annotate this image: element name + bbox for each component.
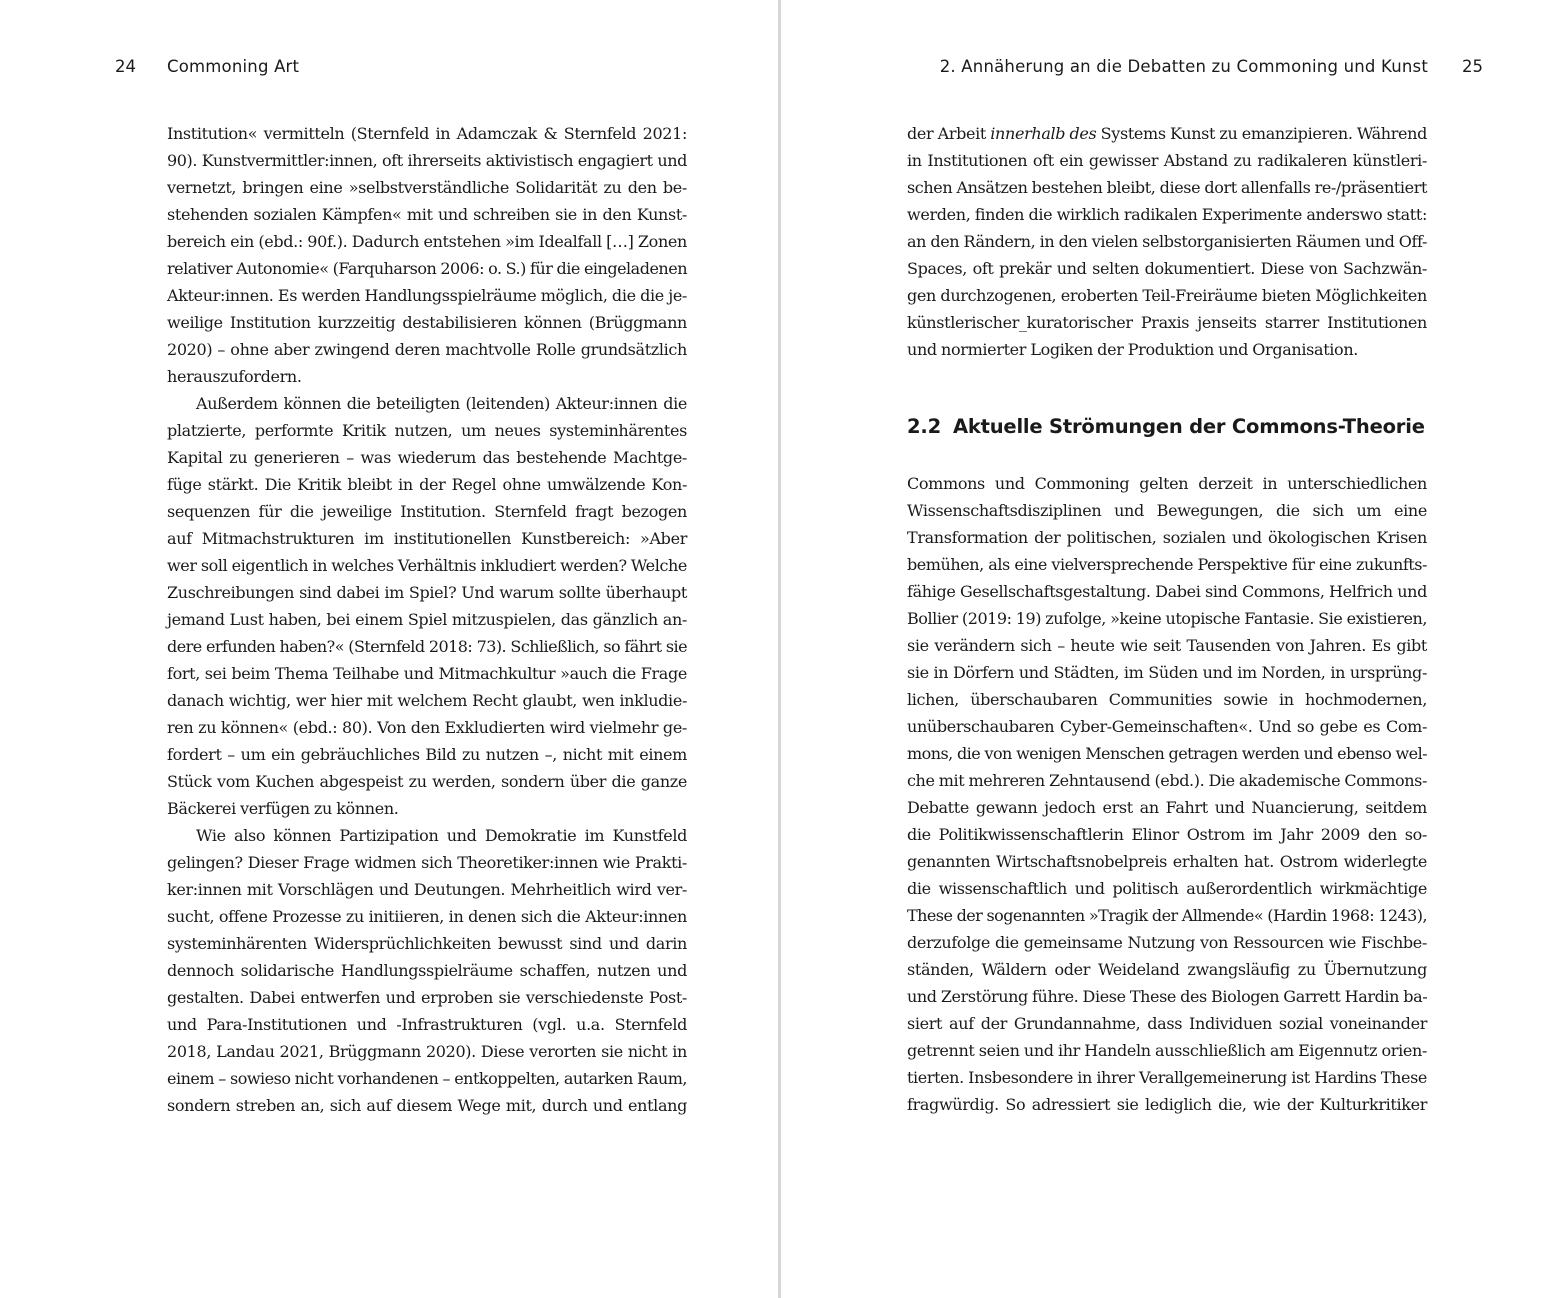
text-line: wer soll eigentlich in welches Verhältnis inkludiert werden? Welche <box>167 556 687 575</box>
text-line: lichen, überschaubaren Communities sowie in hochmodernen, <box>907 690 1427 709</box>
left-body-text <box>167 120 687 1119</box>
text-line: vernetzt, bringen eine »selbstverständliche Solidarität zu den be- <box>167 178 687 197</box>
text-line: sondern streben an, sich auf diesem Wege mit, durch und entlang <box>167 1096 687 1115</box>
text-line: gen durchzogenen, eroberten Teil-Freiräume bieten Möglichkeiten <box>907 286 1427 305</box>
text-line: fragwürdig. So adressiert sie lediglich die, wie der Kulturkritiker <box>907 1095 1427 1114</box>
text-line: einem – sowieso nicht vorhandenen – entkoppelten, autarken Raum, <box>167 1069 687 1088</box>
text-line: Stück vom Kuchen abgespeist zu werden, sondern über die ganze <box>167 772 687 791</box>
section-number: 2.2 <box>907 415 941 438</box>
text-line: ren zu können« (ebd.: 80). Von den Exkludierten wird vielmehr ge- <box>167 718 687 737</box>
right-running-head: 2. Annäherung an die Debatten zu Commoning und Kunst <box>939 57 1428 76</box>
text-line: Akteur:innen. Es werden Handlungsspielräume möglich, die die je- <box>167 286 687 305</box>
left-running-head: Commoning Art <box>167 57 300 76</box>
text-line: die wissenschaftlich und politisch außerordentlich wirkmächtige <box>907 879 1427 898</box>
text-line: füge stärkt. Die Kritik bleibt in der Regel ohne umwälzende Kon- <box>167 475 687 494</box>
text-line: gelingen? Dieser Frage widmen sich Theoretiker:innen wie Prakti- <box>167 853 687 872</box>
text-line: These der sogenannten »Tragik der Allmende« (Hardin 1968: 1243), <box>907 906 1427 925</box>
text-line: sucht, offene Prozesse zu initiieren, in denen sich die Akteur:innen <box>167 907 687 926</box>
text-line: und Zerstörung führe. Diese These des Biologen Garrett Hardin ba- <box>907 987 1428 1006</box>
text-line: danach wichtig, wer hier mit welchem Recht glaubt, wen inkludie- <box>167 691 687 710</box>
text-line: sequenzen für die jeweilige Institution. Sternfeld fragt bezogen <box>167 502 687 521</box>
text-line: gestalten. Dabei entwerfen und erproben sie verschiedenste Post- <box>167 988 687 1007</box>
text-line: jemand Lust haben, bei einem Spiel mitzuspielen, das gänzlich an- <box>167 610 687 629</box>
text-line: derzufolge die gemeinsame Nutzung von Ressourcen wie Fischbe- <box>907 933 1427 952</box>
text-line: stehenden sozialen Kämpfen« mit und schreiben sie in den Kunst- <box>167 205 687 224</box>
section-heading <box>907 412 1425 442</box>
right-body-text-top <box>907 120 1427 363</box>
text-line: die Politikwissenschaftlerin Elinor Ostrom im Jahr 2009 den so- <box>907 825 1427 844</box>
text-line: 2018, Landau 2021, Brüggmann 2020). Diese verorten sie nicht in <box>167 1042 687 1061</box>
text-line: Transformation der politischen, sozialen und ökologischen Krisen <box>907 528 1427 547</box>
text-line: werden, finden die wirklich radikalen Experimente anderswo statt: <box>907 205 1427 224</box>
page-gutter <box>778 0 781 1298</box>
text-line: herauszufordern. <box>167 367 302 386</box>
text-line: Bollier (2019: 19) zufolge, »keine utopische Fantasie. Sie existieren, <box>907 609 1427 628</box>
text-line: siert auf der Grundannahme, dass Individuen sozial voneinander <box>907 1014 1427 1033</box>
text-line: fordert – um ein gebräuchliches Bild zu nutzen –, nicht mit einem <box>167 745 687 764</box>
emphasis: innerhalb des <box>990 124 1097 143</box>
text-line: Institution« vermitteln (Sternfeld in Adamczak & Sternfeld 2021: <box>167 124 687 143</box>
text-line: weilige Institution kurzzeitig destabilisieren können (Brüggmann <box>167 313 687 332</box>
text-line: und normierter Logiken der Produktion und Organisation. <box>907 340 1359 359</box>
text-line: che mit mehreren Zehntausend (ebd.). Die akademische Commons- <box>907 771 1427 790</box>
text-line: dennoch solidarische Handlungsspielräume schaffen, nutzen und <box>167 961 687 980</box>
text-line: Debatte gewann jedoch erst an Fahrt und Nuancierung, seitdem <box>907 798 1427 817</box>
text-line: unüberschaubaren Cyber-Gemeinschaften«. Und so gebe es Com- <box>907 717 1427 736</box>
text-line: mons, die von wenigen Menschen getragen werden und ebenso wel- <box>907 744 1427 763</box>
text-line: dere erfunden haben?« (Sternfeld 2018: 73). Schließlich, so fährt sie <box>167 637 687 656</box>
text-line: systeminhärenten Widersprüchlichkeiten bewusst sind und darin <box>167 934 687 953</box>
text-line: 90). Kunstvermittler:innen, oft ihrerseits aktivistisch engagiert und <box>167 151 687 170</box>
text-line: Commons und Commoning gelten derzeit in unterschiedlichen <box>907 474 1427 493</box>
text-line: genannten Wirtschaftsnobelpreis erhalten hat. Ostrom widerlegte <box>907 852 1427 871</box>
text-line: auf Mitmachstrukturen im institutionellen Kunstbereich: »Aber <box>167 529 687 548</box>
text-line: an den Rändern, in den vielen selbstorganisierten Räumen und Off- <box>907 232 1427 251</box>
text-line: Zuschreibungen sind dabei im Spiel? Und warum sollte überhaupt <box>167 583 687 602</box>
text-line: Wie also können Partizipation und Demokratie im Kunstfeld <box>196 826 687 845</box>
text-line: ker:innen mit Vorschlägen und Deutungen. Mehrheitlich wird ver- <box>167 880 687 899</box>
right-body-text-bottom <box>907 470 1427 1118</box>
text-line: 2020) – ohne aber zwingend deren machtvolle Rolle grundsätzlich <box>167 340 687 359</box>
text-line: Kapital zu generieren – was wiederum das bestehende Machtge- <box>167 448 687 467</box>
left-page-number: 24 <box>115 57 136 76</box>
text-line: bemühen, als eine vielversprechende Perspektive für eine zukunfts- <box>907 555 1427 574</box>
text-line: Außerdem können die beteiligten (leitenden) Akteur:innen die <box>196 394 687 413</box>
text-line: platzierte, performte Kritik nutzen, um neues systeminhärentes <box>167 421 687 440</box>
text-line: künstlerischer_kuratorischer Praxis jenseits starrer Institutionen <box>907 313 1427 332</box>
text-line: sie in Dörfern und Städten, im Süden und im Norden, in ursprüng- <box>907 663 1427 682</box>
text-line: und Para-Institutionen und -Infrastrukturen (vgl. u.a. Sternfeld <box>167 1015 687 1034</box>
text-line: fähige Gesellschaftsgestaltung. Dabei sind Commons, Helfrich und <box>907 582 1427 601</box>
text-line: schen Ansätzen bestehen bleibt, diese dort allenfalls re-/präsentiert <box>907 178 1427 197</box>
text-line: sie verändern sich – heute wie seit Tausenden von Jahren. Es gibt <box>907 636 1427 655</box>
text-line: der Arbeit innerhalb des Systems Kunst zu emanzipieren. Während <box>907 124 1427 143</box>
section-title: Aktuelle Strömungen der Commons-Theorie <box>952 415 1425 438</box>
text-line: ständen, Wäldern oder Weideland zwangsläufig zu Übernutzung <box>907 960 1427 979</box>
text-line: getrennt seien und ihr Handeln ausschließlich am Eigennutz orien- <box>907 1041 1427 1060</box>
text-line: Bäckerei verfügen zu können. <box>167 799 399 818</box>
text-line: Spaces, oft prekär und selten dokumentiert. Diese von Sachzwän- <box>907 259 1427 278</box>
text-line: fort, sei beim Thema Teilhabe und Mitmachkultur »auch die Frage <box>167 664 687 683</box>
text-line: Wissenschaftsdisziplinen und Bewegungen, die sich um eine <box>907 501 1427 520</box>
text-line: bereich ein (ebd.: 90f.). Dadurch entstehen »im Idealfall […] Zonen <box>167 232 687 251</box>
right-page-number: 25 <box>1462 57 1483 76</box>
text-line: in Institutionen oft ein gewisser Abstand zu radikaleren künstleri- <box>907 151 1427 170</box>
text-line: relativer Autonomie« (Farquharson 2006: o. S.) für die eingeladenen <box>167 259 687 278</box>
text-line: tierten. Insbesondere in ihrer Verallgemeinerung ist Hardins These <box>907 1068 1427 1087</box>
